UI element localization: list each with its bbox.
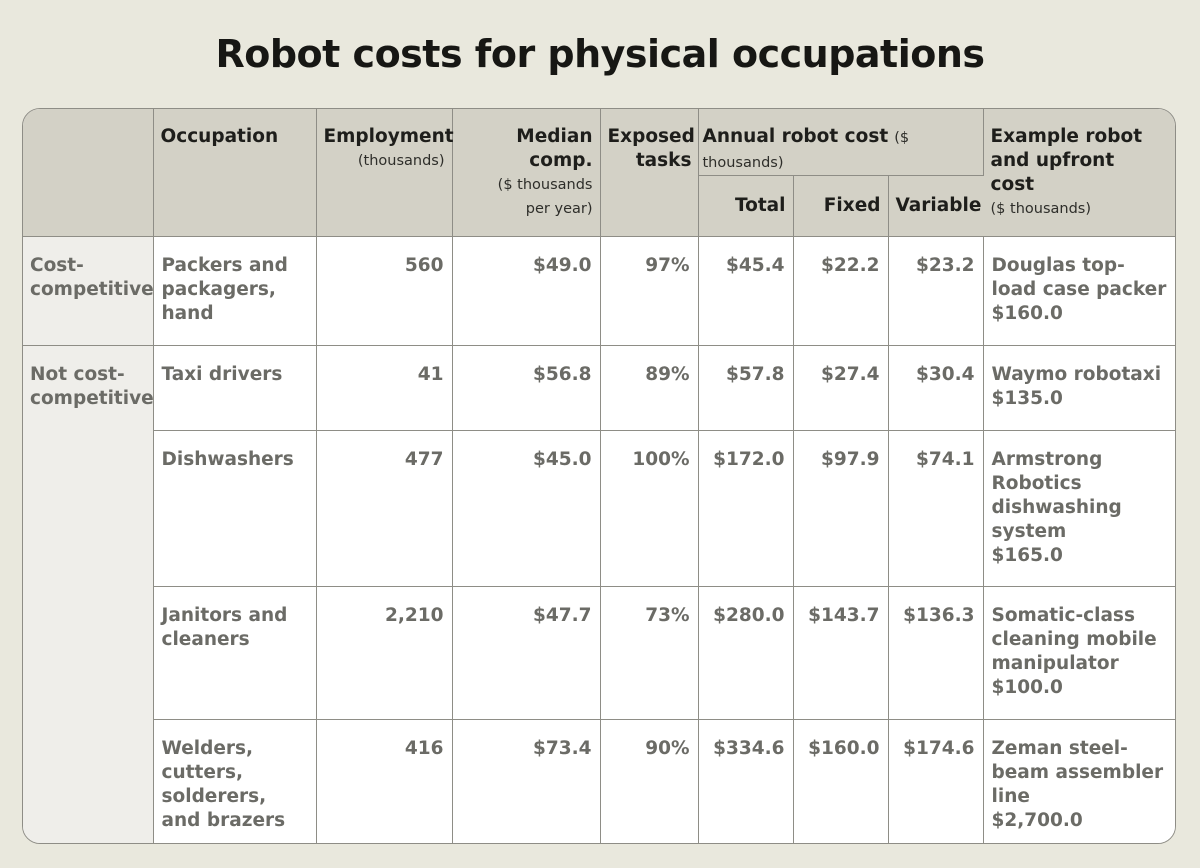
variable-cost-cell: $136.3 <box>888 587 983 720</box>
occupation-cell: Packers and packagers, hand <box>153 237 316 346</box>
header-example-robot: Example robot and upfront cost ($ thousands) <box>983 109 1176 237</box>
variable-cost-cell: $30.4 <box>888 346 983 431</box>
header-group-blank <box>23 109 153 237</box>
employment-cell: 2,210 <box>316 587 452 720</box>
robot-cost-table <box>23 109 1176 844</box>
median-comp-cell: $56.8 <box>452 346 600 431</box>
total-cost-cell: $280.0 <box>698 587 793 720</box>
example-robot-cell <box>983 431 1176 587</box>
header-median-unit: ($ thousands per year) <box>497 177 593 217</box>
example-robot-name: Douglas top-load case packer <box>991 255 1167 300</box>
page-title: Robot costs for physical occupations <box>215 32 985 76</box>
exposed-tasks-cell: 100% <box>600 431 698 587</box>
header-fixed: Fixed <box>793 176 888 237</box>
table-row <box>23 346 1176 431</box>
total-cost-cell: $57.8 <box>698 346 793 431</box>
occupation-cell: Welders, cutters, solderers, and brazers <box>153 720 316 845</box>
upfront-cost: $160.0 <box>991 303 1063 324</box>
group-label: Cost-competitive <box>23 237 153 346</box>
header-variable: Variable <box>888 176 983 237</box>
example-robot-cell <box>983 346 1176 431</box>
total-cost-cell: $172.0 <box>698 431 793 587</box>
median-comp-cell: $45.0 <box>452 431 600 587</box>
fixed-cost-cell: $27.4 <box>793 346 888 431</box>
header-exposed-tasks: Exposed tasks <box>600 109 698 237</box>
fixed-cost-cell: $97.9 <box>793 431 888 587</box>
occupation-cell: Taxi drivers <box>153 346 316 431</box>
example-robot-name: Armstrong Robotics dishwashing system <box>991 449 1122 542</box>
upfront-cost: $135.0 <box>991 388 1063 409</box>
variable-cost-cell: $74.1 <box>888 431 983 587</box>
employment-cell: 416 <box>316 720 452 845</box>
table-row <box>23 587 1176 720</box>
header-example-unit: ($ thousands) <box>990 201 1091 217</box>
example-robot-name: Somatic-class cleaning mobile manipulator <box>991 605 1157 674</box>
header-annual-unit: ($ thousands) <box>702 130 910 171</box>
variable-cost-cell: $174.6 <box>888 720 983 845</box>
employment-cell: 560 <box>316 237 452 346</box>
upfront-cost: $165.0 <box>991 545 1063 566</box>
table-row <box>23 720 1176 845</box>
example-robot-name: Waymo robotaxi <box>991 364 1162 385</box>
occupation-cell: Janitors and cleaners <box>153 587 316 720</box>
fixed-cost-cell: $143.7 <box>793 587 888 720</box>
median-comp-cell: $49.0 <box>452 237 600 346</box>
cost-table-frame <box>22 108 1176 844</box>
upfront-cost: $100.0 <box>991 677 1063 698</box>
median-comp-cell: $47.7 <box>452 587 600 720</box>
header-annual-robot-cost: Annual robot cost ($ thousands) <box>698 109 983 176</box>
occupation-cell: Dishwashers <box>153 431 316 587</box>
exposed-tasks-cell: 97% <box>600 237 698 346</box>
exposed-tasks-cell: 89% <box>600 346 698 431</box>
header-median-comp: Median comp. ($ thousands per year) <box>452 109 600 237</box>
example-robot-cell <box>983 720 1176 845</box>
fixed-cost-cell: $22.2 <box>793 237 888 346</box>
header-total: Total <box>698 176 793 237</box>
header-employment-unit: (thousands) <box>357 153 445 169</box>
example-robot-cell <box>983 237 1176 346</box>
example-robot-name: Zeman steel-beam assembler line <box>991 738 1164 807</box>
median-comp-cell: $73.4 <box>452 720 600 845</box>
total-cost-cell: $45.4 <box>698 237 793 346</box>
exposed-tasks-cell: 73% <box>600 587 698 720</box>
exposed-tasks-cell: 90% <box>600 720 698 845</box>
group-label: Not cost-competitive <box>23 346 153 845</box>
employment-cell: 477 <box>316 431 452 587</box>
table-row <box>23 237 1176 346</box>
variable-cost-cell: $23.2 <box>888 237 983 346</box>
example-robot-cell <box>983 587 1176 720</box>
header-employment: Employment (thousands) <box>316 109 452 237</box>
employment-cell: 41 <box>316 346 452 431</box>
header-occupation: Occupation <box>153 109 316 237</box>
fixed-cost-cell: $160.0 <box>793 720 888 845</box>
table-row <box>23 431 1176 587</box>
total-cost-cell: $334.6 <box>698 720 793 845</box>
upfront-cost: $2,700.0 <box>991 810 1083 831</box>
